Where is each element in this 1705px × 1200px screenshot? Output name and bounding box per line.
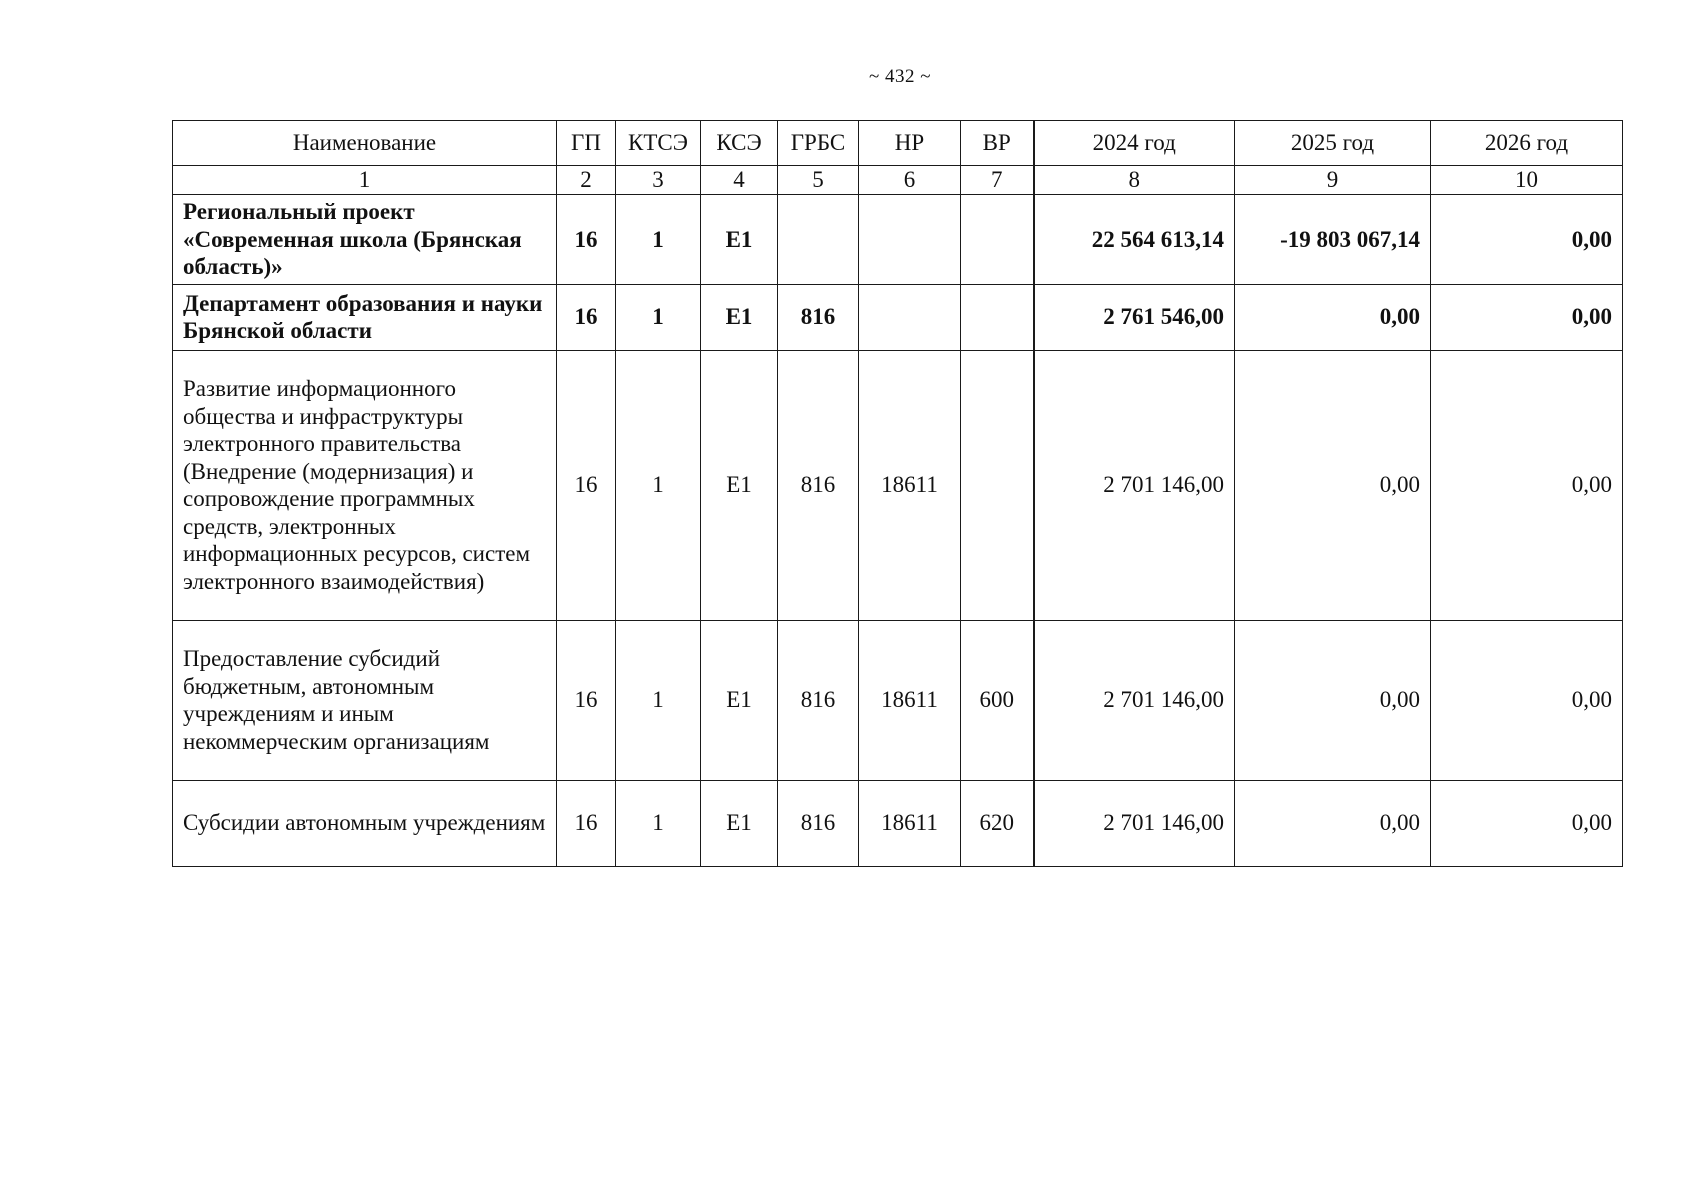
cell-2026: 0,00: [1431, 620, 1623, 780]
header-nr: НР: [859, 121, 961, 166]
cell-grbs: 816: [778, 350, 859, 620]
table-row: [173, 284, 1623, 350]
cell-2025: -19 803 067,14: [1235, 195, 1431, 285]
header-vr: ВР: [961, 121, 1034, 166]
table-row: [173, 350, 1623, 620]
cell-gp: 16: [557, 284, 616, 350]
cell-2024: 22 564 613,14: [1034, 195, 1235, 285]
cell-gp: 16: [557, 195, 616, 285]
cell-2026: 0,00: [1431, 195, 1623, 285]
cell-ktse: 1: [616, 195, 701, 285]
column-number: 7: [961, 166, 1034, 195]
cell-2024: 2 701 146,00: [1034, 620, 1235, 780]
cell-vr: 620: [961, 780, 1034, 866]
cell-grbs: 816: [778, 620, 859, 780]
cell-2026: 0,00: [1431, 350, 1623, 620]
cell-grbs: 816: [778, 780, 859, 866]
cell-ktse: 1: [616, 620, 701, 780]
cell-ktse: 1: [616, 780, 701, 866]
cell-nr: [859, 195, 961, 285]
cell-grbs: [778, 195, 859, 285]
cell-nr: 18611: [859, 620, 961, 780]
column-number: 3: [616, 166, 701, 195]
cell-kse: Е1: [701, 350, 778, 620]
header-ktse: КТСЭ: [616, 121, 701, 166]
row-name: Департамент образования и науки Брянской области: [173, 284, 557, 350]
column-number: 1: [173, 166, 557, 195]
header-2024: 2024 год: [1034, 121, 1235, 166]
cell-gp: 16: [557, 780, 616, 866]
table-row: [173, 195, 1623, 285]
cell-vr: [961, 195, 1034, 285]
column-number: 6: [859, 166, 961, 195]
cell-2024: 2 701 146,00: [1034, 350, 1235, 620]
column-number: 2: [557, 166, 616, 195]
table-row: [173, 780, 1623, 866]
cell-2025: 0,00: [1235, 350, 1431, 620]
cell-2026: 0,00: [1431, 780, 1623, 866]
header-name: Наименование: [173, 121, 557, 166]
cell-vr: 600: [961, 620, 1034, 780]
cell-grbs: 816: [778, 284, 859, 350]
cell-2025: 0,00: [1235, 780, 1431, 866]
column-number: 4: [701, 166, 778, 195]
cell-gp: 16: [557, 350, 616, 620]
column-number: 5: [778, 166, 859, 195]
cell-vr: [961, 350, 1034, 620]
cell-2024: 2 761 546,00: [1034, 284, 1235, 350]
table-row: [173, 620, 1623, 780]
cell-kse: Е1: [701, 620, 778, 780]
column-number: 9: [1235, 166, 1431, 195]
cell-nr: [859, 284, 961, 350]
cell-kse: Е1: [701, 780, 778, 866]
cell-nr: 18611: [859, 780, 961, 866]
cell-2025: 0,00: [1235, 620, 1431, 780]
budget-table: [172, 120, 1623, 867]
row-name: Предоставление субсидий бюджетным, автономным учреждениям и иным некоммерческим организациям: [173, 620, 557, 780]
cell-2026: 0,00: [1431, 284, 1623, 350]
header-grbs: ГРБС: [778, 121, 859, 166]
row-name: Развитие информационного общества и инфраструктуры электронного правительства (Внедрение (модернизация) и сопровождение программных средств, электронных информационных ресурсов, систем электронного взаимодействия): [173, 350, 557, 620]
cell-nr: 18611: [859, 350, 961, 620]
row-name: Региональный проект «Современная школа (Брянская область)»: [173, 195, 557, 285]
column-number: 10: [1431, 166, 1623, 195]
cell-kse: Е1: [701, 195, 778, 285]
header-row: [173, 121, 1623, 166]
header-2025: 2025 год: [1235, 121, 1431, 166]
cell-gp: 16: [557, 620, 616, 780]
cell-2024: 2 701 146,00: [1034, 780, 1235, 866]
page-number: ~ 432 ~: [868, 66, 932, 87]
header-2026: 2026 год: [1431, 121, 1623, 166]
cell-kse: Е1: [701, 284, 778, 350]
column-number-row: [173, 166, 1623, 195]
cell-ktse: 1: [616, 284, 701, 350]
header-gp: ГП: [557, 121, 616, 166]
cell-2025: 0,00: [1235, 284, 1431, 350]
column-number: 8: [1034, 166, 1235, 195]
cell-ktse: 1: [616, 350, 701, 620]
header-kse: КСЭ: [701, 121, 778, 166]
row-name: Субсидии автономным учреждениям: [173, 780, 557, 866]
cell-vr: [961, 284, 1034, 350]
